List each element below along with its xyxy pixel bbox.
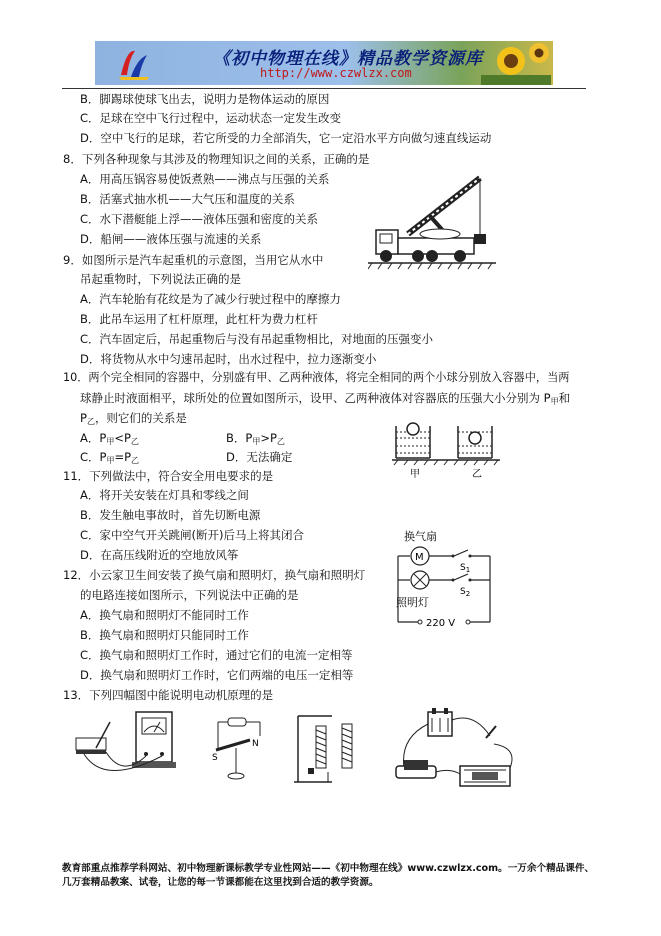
q8-stem: 8．下列各种现象与其涉及的物理知识之间的关系，正确的是 — [63, 152, 370, 166]
q10-option-a: A．$P_甲<P_乙$ — [80, 431, 139, 446]
switch-s2-icon — [454, 574, 468, 580]
q9-stem-line2: 吊起重物时，下列说法正确的是 — [80, 272, 241, 286]
q13-figure-c — [292, 712, 366, 786]
containers-figure — [392, 416, 504, 480]
switch-s1-icon — [454, 550, 468, 556]
label-jia: 甲 — [410, 469, 420, 480]
q10-stem-line2: 球静止时液面相平，球所处的位置如图所示，设甲、乙两种液体对容器底的压强大小分别为 $P_甲$和 — [80, 391, 571, 406]
s1-label: $S_1$ — [460, 563, 471, 574]
header-banner — [95, 41, 553, 85]
q10-option-c: C．$P_甲=P_乙$ — [80, 450, 140, 465]
voltage-label: 220 V — [426, 618, 456, 629]
site-logo-icon — [117, 45, 151, 81]
lamp-label: 照明灯 — [396, 596, 429, 609]
q12-option-a: A．换气扇和照明灯不能同时工作 — [80, 608, 249, 622]
s2-label: $S_2$ — [460, 587, 471, 598]
site-title: 《初中物理在线》精品教学资源库 — [213, 49, 483, 69]
q9-option-a: A．汽车轮胎有花纹是为了减少行驶过程中的摩擦力 — [80, 292, 341, 306]
fan-label: 换气扇 — [404, 530, 437, 543]
q9-option-c: C．汽车固定后，吊起重物后与没有吊起重物相比，对地面的压强变小 — [80, 332, 434, 346]
q11-option-b: B．发生触电事故时，首先切断电源 — [80, 508, 261, 522]
q8-option-c: C．水下潜艇能上浮——液体压强和密度的关系 — [80, 212, 319, 226]
circuit-figure — [390, 526, 502, 632]
q12-option-d: D．换气扇和照明灯工作时，它们两端的电压一定相等 — [80, 668, 354, 682]
label-yi: 乙 — [472, 469, 482, 480]
q7-option-d: D．空中飞行的足球，若它所受的力全部消失，它一定沿水平方向做匀速直线运动 — [80, 131, 492, 145]
footer-line1: 教育部重点推荐学科网站、初中物理新课标教学专业性网站——《初中物理在线》www.czwlzx.com。一万余个精品课件、 — [62, 863, 595, 874]
q7-option-c: C．足球在空中飞行过程中，运动状态一定发生改变 — [80, 111, 342, 125]
q11-stem: 11．下列做法中，符合安全用电要求的是 — [63, 469, 274, 483]
q8-option-d: D．船闸——液体压强与流速的关系 — [80, 232, 262, 246]
motor-label: M — [415, 552, 424, 563]
q10-stem-line1: 10．两个完全相同的容器中，分别盛有甲、乙两种液体，将完全相同的两个小球分别放入容器中，当两 — [63, 371, 570, 384]
q9-stem-line1: 9．如图所示是汽车起重机的示意图，当用它从水中 — [63, 253, 324, 267]
q9-option-b: B．此吊车运用了杠杆原理，此杠杆为费力杠杆 — [80, 312, 318, 326]
q12-option-b: B．换气扇和照明灯只能同时工作 — [80, 628, 249, 642]
q12-stem-line1: 12．小云家卫生间安装了换气扇和照明灯，换气扇和照明灯 — [63, 568, 366, 582]
q10-stem-line3: $P_乙$，则它们的关系是 — [80, 411, 187, 426]
crane-truck-figure — [368, 172, 496, 272]
page-footer — [62, 862, 602, 890]
q13-figure-a — [74, 708, 186, 790]
site-url[interactable]: http://www.czwlzx.com — [260, 66, 412, 80]
q13-figure-b — [198, 714, 274, 784]
q7-option-b: B．脚踢球使球飞出去，说明力是物体运动的原因 — [80, 92, 330, 106]
q8-option-b: B．活塞式抽水机——大气压和温度的关系 — [80, 192, 295, 206]
q11-option-d: D．在高压线附近的空地放风筝 — [80, 548, 239, 562]
q9-option-d: D．将货物从水中匀速吊起时，出水过程中，拉力逐渐变小 — [80, 352, 377, 366]
q8-option-a: A．用高压锅容易使饭煮熟——沸点与压强的关系 — [80, 172, 330, 186]
sunflower-icon — [481, 43, 551, 85]
header-rule — [62, 88, 586, 89]
q11-option-a: A．将开关安装在灯具和零线之间 — [80, 488, 249, 502]
q12-option-c: C．换气扇和照明灯工作时，通过它们的电流一定相等 — [80, 648, 353, 662]
q10-option-b: B．$P_甲>P_乙$ — [226, 431, 285, 446]
q13-stem: 13．下列四幅图中能说明电动机原理的是 — [63, 688, 274, 702]
q11-option-c: C．家中空气开关跳闸(断开)后马上将其闭合 — [80, 528, 305, 542]
pole-s-label: S — [212, 753, 218, 763]
q10-option-d: D．无法确定 — [226, 450, 293, 464]
q13-figure-d — [394, 708, 524, 794]
pole-n-label: N — [252, 739, 259, 749]
q12-stem-line2: 的电路连接如图所示，下列说法中正确的是 — [80, 588, 299, 602]
footer-line2: 几万套精品教案、试卷，让您的每一节课都能在这里找到合适的教学资源。 — [62, 877, 379, 888]
